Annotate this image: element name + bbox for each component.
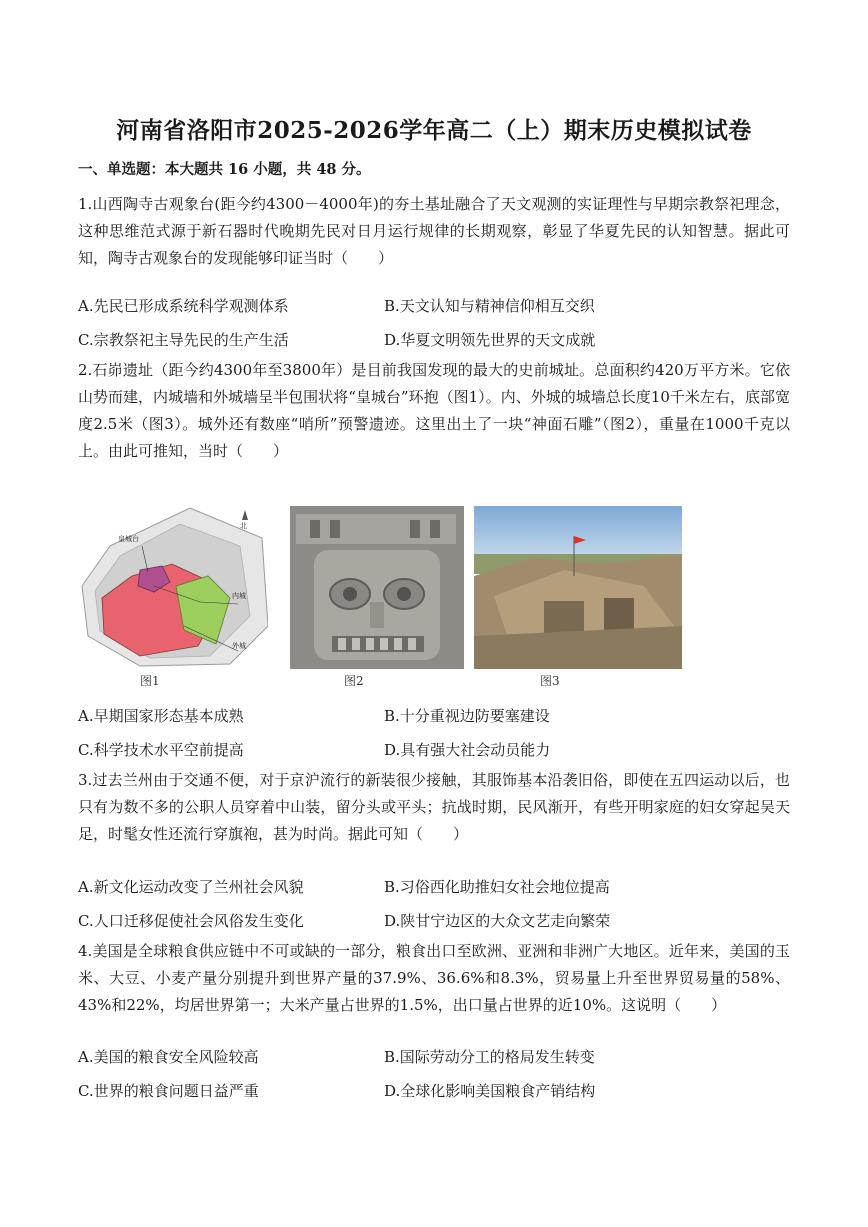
question-2-option-d[interactable]: D.具有强大社会动员能力 [384,741,551,759]
question-1-stem: 1.山西陶寺古观象台(距今约4300－4000年)的夯土基址融合了天文观测的实证理性与早期宗教祭祀理念，这种思维范式源于新石器时代晚期先民对日月运行规律的长期观察，彰显了华夏先民的认知智慧。据此可知，陶寺古观象台的发现能够印证当时（ ） [78,195,790,267]
figure-1-map [80,506,268,669]
question-1-option-a[interactable]: A.先民已形成系统科学观测体系 [78,297,289,315]
question-1-option-c[interactable]: C.宗教祭祀主导先民的生产生活 [78,331,289,349]
question-4-option-a[interactable]: A.美国的粮食安全风险较高 [78,1048,259,1066]
question-2-option-a[interactable]: A.早期国家形态基本成熟 [78,707,244,725]
figure-3-caption: 图3 [540,674,560,688]
question-4-stem: 4.美国是全球粮食供应链中不可或缺的一部分，粮食出口至欧洲、亚洲和非洲广大地区。近年来，美国的玉米、大豆、小麦产量分别提升到世界产量的37.9%、36.6%和8.3%，贸易量上升至世界贸易量的58%、43%和22%，均居世界第一；大米产量占世界的1.5%，出口量占世界的近10%。这说明（ ） [78,942,790,1014]
question-1-option-d[interactable]: D.华夏文明领先世界的天文成就 [384,331,596,349]
question-4-option-d[interactable]: D.全球化影响美国粮食产销结构 [384,1082,596,1100]
map-north-label: 北 [240,522,247,530]
section-heading: 一、单选题：本大题共 16 小题，共 48 分。 [78,161,371,178]
exam-title: 河南省洛阳市2025-2026学年高二（上）期末历史模拟试卷 [116,117,752,144]
map-label-waicheng: 外城 [232,642,246,650]
question-3-option-c[interactable]: C.人口迁移促使社会风俗发生变化 [78,912,304,930]
figure-3-wall-ruins [474,506,682,669]
question-3-option-b[interactable]: B.习俗西化助推妇女社会地位提高 [384,878,610,896]
question-2-option-b[interactable]: B.十分重视边防要塞建设 [384,707,550,725]
question-1-option-b[interactable]: B.天文认知与精神信仰相互交织 [384,297,595,315]
figure-2-stone-carving [290,506,464,669]
question-3-stem: 3.过去兰州由于交通不便，对于京沪流行的新装很少接触，其服饰基本沿袭旧俗，即使在五四运动以后，也只有为数不多的公职人员穿着中山装，留分头或平头；抗战时期，民风渐开，有些开明家庭的妇女穿起吴天足，时髦女性还流行穿旗袍，甚为时尚。据此可知（ ） [78,771,790,843]
map-label-huangchengtai: 皇城台 [118,535,139,543]
question-4-option-c[interactable]: C.世界的粮食问题日益严重 [78,1082,259,1100]
question-2-option-c[interactable]: C.科学技术水平空前提高 [78,741,244,759]
question-3-option-a[interactable]: A.新文化运动改变了兰州社会风貌 [78,878,304,896]
figure-2-caption: 图2 [344,674,364,688]
question-4-option-b[interactable]: B.国际劳动分工的格局发生转变 [384,1048,595,1066]
map-label-neicheng: 内城 [232,592,246,600]
figure-1-caption: 图1 [140,674,160,688]
question-2-stem: 2.石峁遗址（距今约4300年至3800年）是目前我国发现的最大的史前城址。总面积约420万平方米。它依山势而建，内城墙和外城墙呈半包围状将“皇城台”环抱（图1）。内、外城的城墙总长度10千米左右，底部宽度2.5米（图3）。城外还有数座“哨所”预警遗迹。这里出土了一块“神面石雕”（图2），重量在1000千克以上。由此可推知，当时（ ） [78,361,790,460]
question-3-option-d[interactable]: D.陕甘宁边区的大众文艺走向繁荣 [384,912,611,930]
